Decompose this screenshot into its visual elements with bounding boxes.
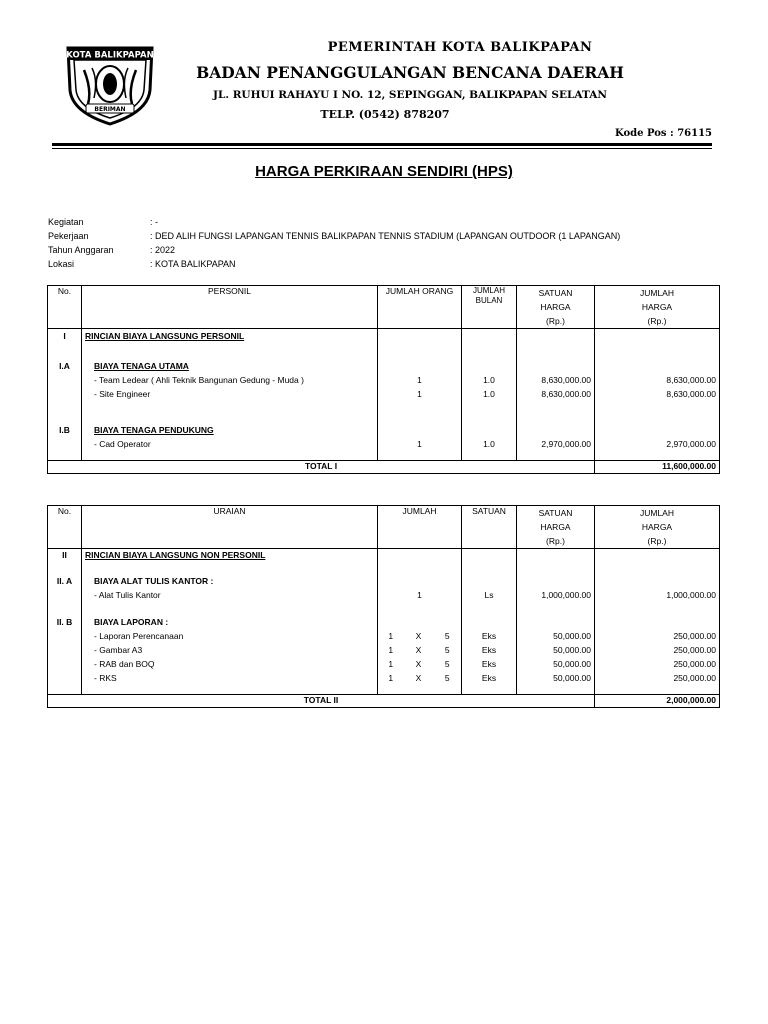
item-satuan-harga: 1,000,000.00 <box>517 590 595 617</box>
item-name: - Team Ledear ( Ahli Teknik Bangunan Gedung - Muda ) <box>82 375 378 389</box>
info-value: : - <box>150 217 158 227</box>
header-satuan: SATUAN <box>462 506 517 549</box>
group-title: BIAYA LAPORAN : <box>82 617 378 631</box>
header-text: JUMLAH <box>639 288 674 298</box>
table-row <box>48 439 720 461</box>
non-personnel-cost-table <box>47 505 720 708</box>
header-satuan-harga <box>517 286 595 329</box>
item-orang: 1 <box>378 375 462 389</box>
table-row <box>48 631 720 645</box>
item-jumlah-harga: 1,000,000.00 <box>595 590 720 617</box>
header-text: HARGA <box>540 522 571 532</box>
item-unit: Eks <box>462 631 517 645</box>
total-label: TOTAL II <box>48 695 595 708</box>
info-label: Kegiatan <box>48 217 84 227</box>
table-row <box>48 673 720 695</box>
header-text: HARGA <box>540 302 571 312</box>
item-jumlah-harga: 8,630,000.00 <box>595 389 720 403</box>
header-jumlah-harga <box>595 286 720 329</box>
item-unit: Eks <box>462 645 517 659</box>
section-title: RINCIAN BIAYA LANGSUNG PERSONIL <box>82 329 378 361</box>
item-qty-multiplier: 5 <box>434 673 462 695</box>
item-jumlah-harga: 250,000.00 <box>595 659 720 673</box>
item-name: - RAB dan BOQ <box>82 659 378 673</box>
item-qty: 1 <box>378 590 462 617</box>
item-jumlah-harga: 8,630,000.00 <box>595 375 720 389</box>
item-satuan-harga: 8,630,000.00 <box>517 375 595 389</box>
letterhead-agency: BADAN PENANGGULANGAN BENCANA DAERAH <box>196 63 624 82</box>
header-text: (Rp.) <box>647 316 667 326</box>
table-row <box>48 659 720 673</box>
header-jumlah-bulan <box>462 286 517 329</box>
header-no: No. <box>48 506 82 549</box>
group-title: BIAYA TENAGA PENDUKUNG <box>82 425 378 439</box>
section-title: RINCIAN BIAYA LANGSUNG NON PERSONIL <box>82 549 378 576</box>
group-title: BIAYA TENAGA UTAMA <box>82 361 378 375</box>
group-row <box>48 617 720 631</box>
section-no: II <box>48 549 82 576</box>
item-bulan: 1.0 <box>462 439 517 461</box>
total-value: 11,600,000.00 <box>595 461 720 474</box>
item-unit: Eks <box>462 673 517 695</box>
item-jumlah-harga: 250,000.00 <box>595 645 720 659</box>
header-text: SATUAN <box>538 508 573 518</box>
header-text: JUMLAH <box>639 508 674 518</box>
info-row <box>48 259 620 273</box>
info-value: : DED ALIH FUNGSI LAPANGAN TENNIS BALIKPAPAN TENNIS STADIUM (LAPANGAN OUTDOOR (1 LAPANGAN) <box>150 231 621 241</box>
spacer-row <box>48 403 720 425</box>
item-qty: 1 <box>388 644 394 655</box>
group-row <box>48 361 720 375</box>
city-seal-logo <box>62 40 158 126</box>
info-value: : KOTA BALIKPAPAN <box>150 259 236 269</box>
header-text: SATUAN <box>538 288 573 298</box>
item-name: - Gambar A3 <box>82 645 378 659</box>
item-satuan-harga: 50,000.00 <box>517 645 595 659</box>
header-satuan-harga <box>517 506 595 549</box>
letterhead-rule <box>52 143 712 146</box>
table-header-row <box>48 506 720 549</box>
header-text: (Rp.) <box>546 536 565 546</box>
group-no: II. B <box>48 617 82 631</box>
header-text: (Rp.) <box>647 536 667 546</box>
item-name: - RKS <box>82 673 378 695</box>
info-row <box>48 217 620 231</box>
info-label: Tahun Anggaran <box>48 245 114 255</box>
item-bulan: 1.0 <box>462 389 517 403</box>
personnel-cost-table <box>47 285 720 474</box>
item-satuan-harga: 8,630,000.00 <box>517 389 595 403</box>
table-row <box>48 645 720 659</box>
group-no: II. A <box>48 576 82 590</box>
item-satuan-harga: 50,000.00 <box>517 659 595 673</box>
total-row <box>48 695 720 708</box>
header-text: HARGA <box>641 522 673 532</box>
letterhead-rule-thin <box>52 148 712 149</box>
item-qty: 1 <box>388 630 394 641</box>
item-times: X <box>415 672 422 683</box>
letterhead-address: JL. RUHUI RAHAYU I NO. 12, SEPINGGAN, BALIKPAPAN SELATAN <box>213 89 607 101</box>
item-jumlah-harga: 2,970,000.00 <box>595 439 720 461</box>
header-text: JUMLAH <box>472 286 505 295</box>
item-name: - Laporan Perencanaan <box>82 631 378 645</box>
table-header-row <box>48 286 720 329</box>
svg-text:BERIMAN: BERIMAN <box>94 106 126 113</box>
header-no: No. <box>48 286 82 329</box>
section-no: I <box>48 329 82 361</box>
item-times: X <box>415 644 422 655</box>
info-value: : 2022 <box>150 245 176 255</box>
header-personil: PERSONIL <box>82 286 378 329</box>
header-text: BULAN <box>475 296 503 305</box>
item-qty: 1 <box>388 672 394 683</box>
item-unit: Eks <box>462 659 517 673</box>
info-row <box>48 231 620 245</box>
letterhead-government: PEMERINTAH KOTA BALIKPAPAN <box>327 40 593 55</box>
total-row <box>48 461 720 474</box>
table-row <box>48 389 720 403</box>
info-label: Pekerjaan <box>48 231 89 241</box>
item-satuan-harga: 50,000.00 <box>517 673 595 695</box>
item-orang: 1 <box>378 439 462 461</box>
item-jumlah-harga: 250,000.00 <box>595 673 720 695</box>
letterhead-phone: TELP. (0542) 878207 <box>320 108 450 121</box>
header-jumlah: JUMLAH <box>378 506 462 549</box>
document-title: HARGA PERKIRAAN SENDIRI (HPS) <box>255 163 513 180</box>
item-orang: 1 <box>378 389 462 403</box>
group-no: I.A <box>48 361 82 375</box>
item-qty-multiplier: 5 <box>434 645 462 659</box>
svg-text:KOTA BALIKPAPAN: KOTA BALIKPAPAN <box>66 50 154 61</box>
item-qty: 1 <box>388 658 394 669</box>
group-no: I.B <box>48 425 82 439</box>
item-satuan-harga: 50,000.00 <box>517 631 595 645</box>
item-qty-multiplier: 5 <box>434 659 462 673</box>
item-name: - Cad Operator <box>82 439 378 461</box>
postal-code: Kode Pos : 76115 <box>615 128 712 139</box>
item-name: - Site Engineer <box>82 389 378 403</box>
group-row <box>48 576 720 590</box>
info-block <box>48 217 620 273</box>
group-title: BIAYA ALAT TULIS KANTOR : <box>82 576 378 590</box>
header-text: HARGA <box>641 302 673 312</box>
table-row <box>48 375 720 389</box>
section-row <box>48 549 720 576</box>
total-label: TOTAL I <box>48 461 595 474</box>
item-times: X <box>415 658 422 669</box>
item-jumlah-harga: 250,000.00 <box>595 631 720 645</box>
header-jumlah-orang: JUMLAH ORANG <box>378 286 462 329</box>
header-text: (Rp.) <box>546 316 565 326</box>
item-unit: Ls <box>462 590 517 617</box>
info-row <box>48 245 620 259</box>
group-row <box>48 425 720 439</box>
header-uraian: URAIAN <box>82 506 378 549</box>
item-times: X <box>415 630 422 641</box>
item-name: - Alat Tulis Kantor <box>82 590 378 617</box>
item-satuan-harga: 2,970,000.00 <box>517 439 595 461</box>
total-value: 2,000,000.00 <box>595 695 720 708</box>
section-row <box>48 329 720 361</box>
header-jumlah-harga <box>595 506 720 549</box>
info-label: Lokasi <box>48 259 75 269</box>
item-qty-multiplier: 5 <box>434 631 462 645</box>
table-row <box>48 590 720 617</box>
item-bulan: 1.0 <box>462 375 517 389</box>
